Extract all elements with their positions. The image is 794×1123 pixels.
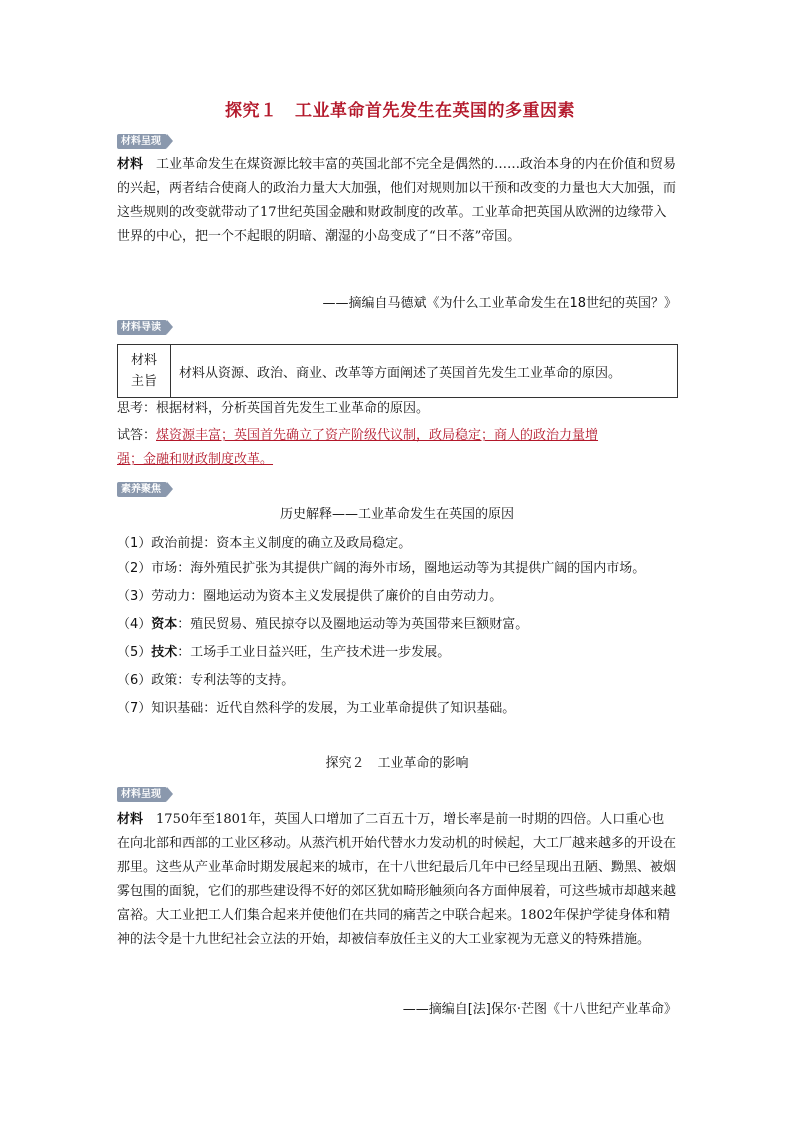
section2-heading: 探究２ 工业革命的影响 — [325, 756, 469, 771]
focus-item: （5）技术：工场手工业日益兴旺，生产技术进一步发展。 — [117, 645, 451, 660]
focus-item: （6）政策：专利法等的支持。 — [117, 673, 295, 688]
answer-text-line2: 强；金融和财政制度改革。 — [117, 452, 274, 467]
answer-block — [117, 424, 677, 472]
answer-label: 试答： — [117, 428, 157, 443]
focus-tag: 素养聚焦 — [117, 482, 167, 497]
material-text: 工业革命发生在煤资源比较丰富的英国北部不完全是偶然的……政治本身的内在价值和贸易的兴起，两者结合使商人的政治力量大大加强，他们对规则加以干预和改变的力量也大大加强，而这些规则的改变就带动了17世纪英国金融和财政制度的改革。工业革命把英国从欧洲的边缘带入世界的中心，把一个不起眼的阴暗、潮湿的小岛变成了“日不落”帝国。 — [117, 157, 677, 244]
focus-item: （4）资本：殖民贸易、殖民掠夺以及圈地运动等为英国带来巨额财富。 — [117, 617, 529, 632]
focus-item: （1）政治前提：资本主义制度的确立及政局稳定。 — [117, 536, 412, 551]
material-tag: 材料呈现 — [117, 134, 167, 149]
answer-text-line1: 煤资源丰富；英国首先确立了资产阶级代议制，政局稳定；商人的政治力量增 — [156, 428, 599, 443]
material-label: 材料 — [117, 157, 144, 172]
guide-label-line2: 主旨 — [130, 374, 157, 389]
material-paragraph — [117, 153, 677, 249]
focus-item: （7）知识基础：近代自然科学的发展，为工业革命提供了知识基础。 — [117, 701, 516, 716]
focus-item: （2）市场：海外殖民扩张为其提供广阔的海外市场，圈地运动等为其提供广阔的国内市场。 — [117, 561, 646, 576]
question-text: 思考：根据材料，分析英国首先发生工业革命的原因。 — [117, 401, 430, 416]
material2-text: 1750年至1801年，英国人口增加了二百五十万，增长率是前一时期的四倍。人口重心也在向北部和西部的工业区移动。从蒸汽机开始代替水力发动机的时候起，大工厂越来越多的开设在那里。这些从产业革命时期发展起来的城市，在十八世纪最后几年中已经呈现出丑陋、黝黑、被烟雾包围的面貌，它们的那些建设得不好的郊区犹如畸形触须向各方面伸展着，可这些城市却越来越富裕。大工业把工人们集合起来并使他们在共同的痛苦之中联合起来。1802年保护学徒身体和精神的法令是十九世纪社会立法的开始，却被信奉放任主义的大工业家视为无意义的特殊措施。 — [117, 812, 677, 947]
focus-list — [117, 531, 677, 721]
material2-source: ——摘编自[法]保尔·芒图《十八世纪产业革命》 — [402, 1002, 677, 1017]
focus-item: （3）劳动力：圈地运动为资本主义发展提供了廉价的自由劳动力。 — [117, 589, 503, 604]
guide-tag: 材料导读 — [117, 320, 167, 335]
material-source: ——摘编自马德斌《为什么工业革命发生在18世纪的英国？》 — [322, 296, 677, 311]
page-title: 探究１ 工业革命首先发生在英国的多重因素 — [225, 101, 575, 121]
guide-table — [117, 344, 678, 398]
focus-heading: 历史解释——工业革命发生在英国的原因 — [279, 507, 514, 522]
material2-label: 材料 — [117, 812, 144, 827]
guide-label-line1: 材料 — [130, 353, 157, 368]
guide-content: 材料从资源、政治、商业、改革等方面阐述了英国首先发生工业革命的原因。 — [171, 345, 678, 398]
guide-label-cell — [118, 345, 171, 398]
material2-paragraph — [117, 808, 677, 952]
material2-tag: 材料呈现 — [117, 787, 167, 802]
